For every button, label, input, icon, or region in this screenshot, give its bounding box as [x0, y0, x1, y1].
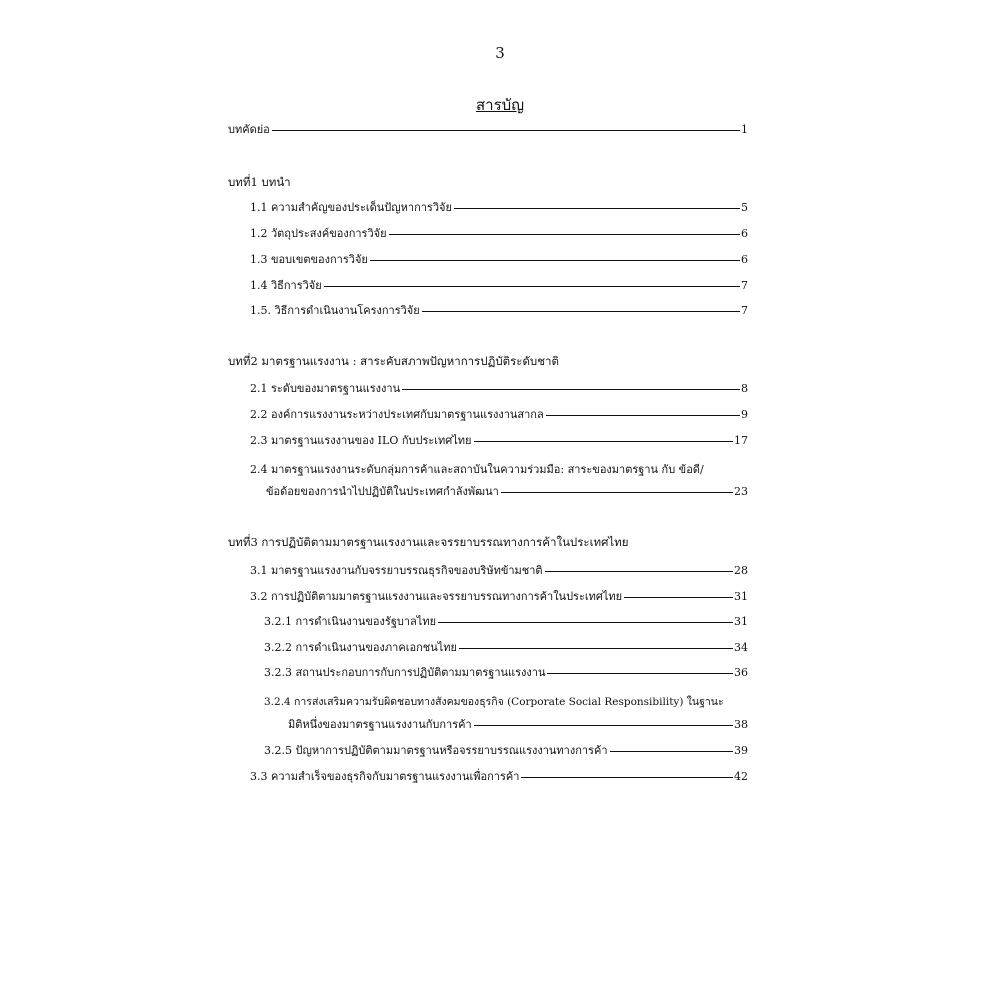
toc-entry-1-5[interactable] — [250, 305, 748, 316]
toc-entry-label: 3.2.5 ปัญหาการปฏิบัติตามมาตรฐานหรือจรรยาบรรณแรงงานทางการค้า — [264, 744, 608, 757]
toc-entry-label: 1.5. วิธีการดำเนินงานโครงการวิจัย — [250, 304, 420, 317]
dotted-leader — [370, 260, 740, 261]
dotted-leader — [438, 622, 733, 623]
toc-entry-2-1[interactable] — [250, 383, 748, 394]
dotted-leader — [422, 311, 740, 312]
toc-entry-page: 38 — [734, 718, 748, 731]
dotted-leader — [402, 389, 740, 390]
dotted-leader — [474, 725, 733, 726]
toc-entry-3-2-4-line1[interactable]: 3.2.4 การส่งเสริมความรับผิดชอบทางสังคมของธุรกิจ (Corporate Social Responsibility) ในฐานะ — [264, 696, 724, 708]
toc-entry-3-2[interactable] — [250, 591, 748, 602]
dotted-leader — [272, 130, 740, 131]
toc-entry-page: 31 — [734, 615, 748, 628]
toc-entry-label: 2.2 องค์การแรงงานระหว่างประเทศกับมาตรฐานแรงงานสากล — [250, 408, 544, 421]
toc-entry-label: บทคัดย่อ — [228, 123, 270, 136]
dotted-leader — [547, 673, 733, 674]
toc-entry-page: 6 — [741, 227, 748, 240]
toc-entry-2-4[interactable] — [266, 486, 748, 497]
toc-entry-page: 23 — [734, 485, 748, 498]
toc-entry-3-3[interactable] — [250, 771, 748, 782]
toc-entry-3-2-1[interactable] — [264, 616, 748, 627]
dotted-leader — [389, 234, 740, 235]
page-number: 3 — [495, 44, 505, 62]
toc-entry-1-3[interactable] — [250, 254, 748, 265]
toc-entry-3-2-5[interactable] — [264, 745, 748, 756]
toc-entry-3-2-3[interactable] — [264, 667, 748, 678]
toc-entry-page: 7 — [741, 279, 748, 292]
toc-entry-label: 3.2.2 การดำเนินงานของภาคเอกชนไทย — [264, 641, 457, 654]
toc-entry-label: 1.3 ขอบเขตของการวิจัย — [250, 253, 368, 266]
toc-entry-label: 1.2 วัตถุประสงค์ของการวิจัย — [250, 227, 387, 240]
toc-entry-2-2[interactable] — [250, 409, 748, 420]
dotted-leader — [324, 286, 740, 287]
dotted-leader — [521, 777, 733, 778]
chapter-1-heading[interactable]: บทที่1 บทนำ — [228, 175, 291, 189]
toc-entry-page: 36 — [734, 666, 748, 679]
toc-entry-3-2-2[interactable] — [264, 642, 748, 653]
toc-entry-page: 28 — [734, 564, 748, 577]
toc-entry-page: 31 — [734, 590, 748, 603]
chapter-2-heading[interactable]: บทที่2 มาตรฐานแรงงาน : สาระคับสภาพปัญหาการปฏิบัติระดับชาติ — [228, 354, 559, 368]
toc-entry-page: 9 — [741, 408, 748, 421]
dotted-leader — [501, 492, 733, 493]
dotted-leader — [474, 441, 734, 442]
toc-entry-page: 5 — [741, 201, 748, 214]
toc-entry-label: 1.1 ความสำคัญของประเด็นปัญหาการวิจัย — [250, 201, 452, 214]
toc-entry-label: 2.3 มาตรฐานแรงงานของ ILO กับประเทศไทย — [250, 434, 472, 447]
toc-entry-3-2-4[interactable] — [288, 719, 748, 730]
dotted-leader — [610, 751, 734, 752]
toc-entry-page: 42 — [734, 770, 748, 783]
toc-entry-page: 7 — [741, 304, 748, 317]
dotted-leader — [624, 597, 733, 598]
toc-entry-label: ข้อด้อยของการนำไปปฏิบัติในประเทศกำลังพัฒนา — [266, 485, 499, 498]
dotted-leader — [546, 415, 740, 416]
toc-entry-label: มิติหนึ่งของมาตรฐานแรงงานกับการค้า — [288, 718, 472, 731]
toc-entry-page: 6 — [741, 253, 748, 266]
dotted-leader — [545, 571, 733, 572]
toc-entry-page: 34 — [734, 641, 748, 654]
chapter-3-heading[interactable]: บทที่3 การปฏิบัติตามมาตรฐานแรงงานและจรรยาบรรณทางการค้าในประเทศไทย — [228, 535, 629, 549]
toc-entry-1-4[interactable] — [250, 280, 748, 291]
toc-entry-label: 2.1 ระดับของมาตรฐานแรงงาน — [250, 382, 401, 395]
toc-entry-page: 1 — [741, 123, 748, 136]
toc-entry-2-4-line1[interactable]: 2.4 มาตรฐานแรงงานระดับกลุ่มการค้าและสถาบันในความร่วมมือ: สาระของมาตรฐาน กับ ข้อดี/ — [250, 463, 704, 476]
toc-entry-abstract[interactable] — [228, 124, 748, 135]
toc-entry-page: 39 — [734, 744, 748, 757]
toc-entry-label: 1.4 วิธีการวิจัย — [250, 279, 322, 292]
toc-entry-2-3[interactable] — [250, 435, 748, 446]
toc-entry-label: 3.2.1 การดำเนินงานของรัฐบาลไทย — [264, 615, 437, 628]
toc-entry-1-1[interactable] — [250, 202, 748, 213]
toc-entry-1-2[interactable] — [250, 228, 748, 239]
toc-entry-page: 17 — [734, 434, 748, 447]
toc-entry-label: 3.2.3 สถานประกอบการกับการปฏิบัติตามมาตรฐานแรงงาน — [264, 666, 546, 679]
document-title: สารบัญ — [476, 96, 524, 114]
dotted-leader — [459, 648, 733, 649]
toc-entry-label: 3.2 การปฏิบัติตามมาตรฐานแรงงานและจรรยาบรรณทางการค้าในประเทศไทย — [250, 590, 623, 603]
dotted-leader — [454, 208, 740, 209]
toc-entry-label: 3.3 ความสำเร็จของธุรกิจกับมาตรฐานแรงงานเพื่อการค้า — [250, 770, 520, 783]
toc-entry-label: 3.1 มาตรฐานแรงงานกับจรรยาบรรณธุรกิจของบริษัทข้ามชาติ — [250, 564, 543, 577]
toc-entry-page: 8 — [741, 382, 748, 395]
toc-entry-3-1[interactable] — [250, 565, 748, 576]
